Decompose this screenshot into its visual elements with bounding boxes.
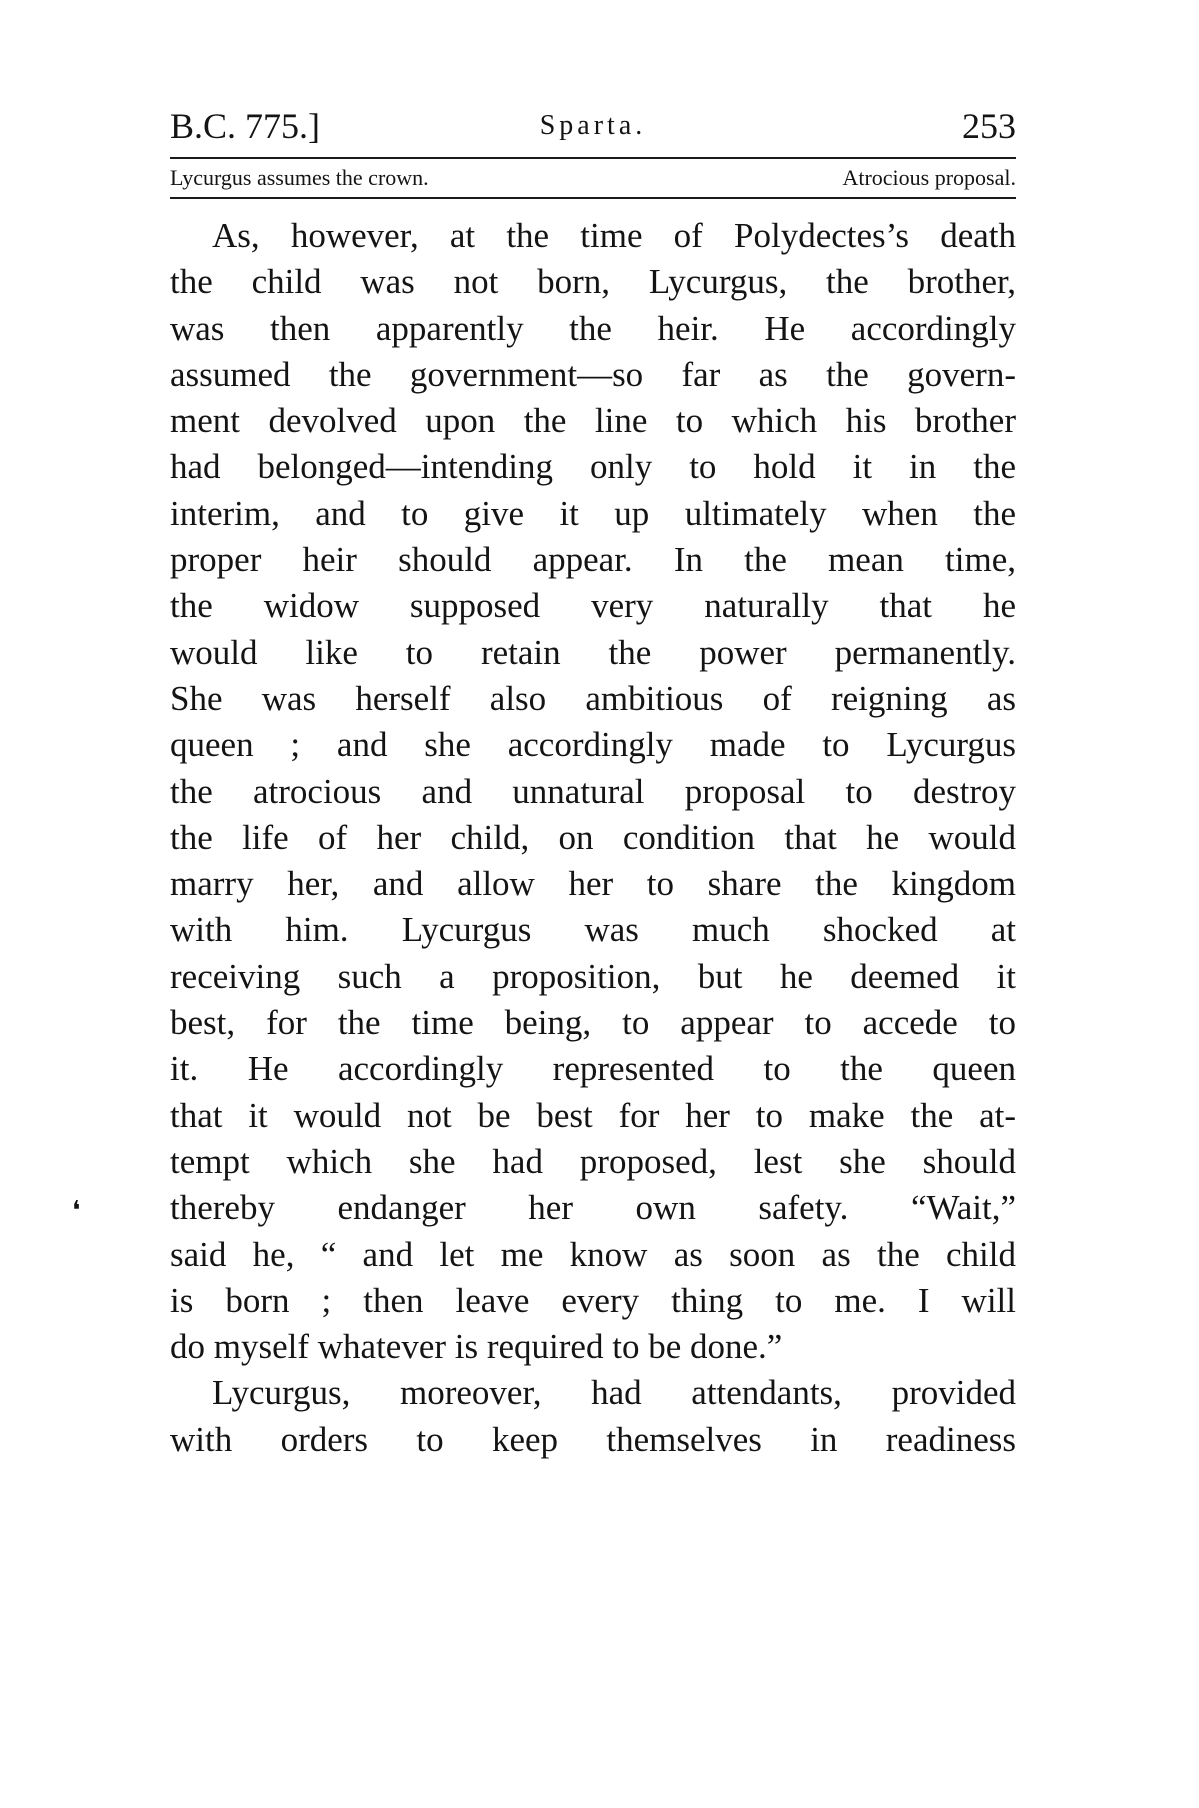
text-line: best, for the time being, to appear to accede to bbox=[170, 1003, 1016, 1043]
text-line: do myself whatever is required to be done.” bbox=[170, 1327, 783, 1367]
book-page bbox=[170, 95, 1016, 1463]
text-line: Lycurgus, moreover, had attendants, provided bbox=[212, 1373, 1016, 1413]
text-line: the child was not born, Lycurgus, the brother, bbox=[170, 262, 1016, 302]
text-line: marry her, and allow her to share the kingdom bbox=[170, 864, 1016, 904]
text-line: the life of her child, on condition that he would bbox=[170, 817, 1016, 857]
text-line: ment devolved upon the line to which his brother bbox=[170, 401, 1016, 441]
header-title: Sparta. bbox=[539, 110, 647, 141]
text-line: the widow supposed very naturally that he bbox=[170, 586, 1016, 626]
subheader-right: Atrocious proposal. bbox=[842, 165, 1016, 190]
header-date: B.C. 775.] bbox=[170, 106, 321, 146]
text-line: said he, “ and let me know as soon as the child bbox=[170, 1234, 1016, 1274]
text-line: was then apparently the heir. He accordingly bbox=[170, 308, 1016, 348]
text-line: would like to retain the power permanently. bbox=[170, 632, 1016, 672]
text-line: is born ; then leave every thing to me. I will bbox=[170, 1280, 1016, 1320]
running-head bbox=[170, 95, 1016, 157]
text-line: proper heir should appear. In the mean time, bbox=[170, 540, 1016, 580]
text-line: the atrocious and unnatural proposal to destroy bbox=[170, 771, 1016, 811]
text-line: with orders to keep themselves in readiness bbox=[170, 1419, 1016, 1459]
text-line: it. He accordingly represented to the queen bbox=[170, 1049, 1016, 1089]
paragraph-2 bbox=[170, 1370, 1016, 1463]
subheader bbox=[170, 161, 1016, 195]
subheader-left: Lycurgus assumes the crown. bbox=[170, 165, 429, 190]
text-line: tempt which she had proposed, lest she should bbox=[170, 1141, 1016, 1181]
text-line: receiving such a proposition, but he deemed it bbox=[170, 956, 1016, 996]
page-number: 253 bbox=[962, 106, 1016, 146]
text-line: had belonged—intending only to hold it in the bbox=[170, 447, 1016, 487]
text-line: thereby endanger her own safety. “Wait,” bbox=[170, 1188, 1016, 1228]
paragraph-1 bbox=[170, 213, 1016, 1370]
text-line: with him. Lycurgus was much shocked at bbox=[170, 910, 1016, 950]
text-line: She was herself also ambitious of reigning as bbox=[170, 678, 1016, 718]
text-line: assumed the government—so far as the govern- bbox=[170, 354, 1016, 394]
header-rule-bottom bbox=[170, 197, 1016, 199]
margin-mark: ❛ bbox=[72, 1196, 81, 1225]
body-text bbox=[170, 213, 1016, 1463]
text-line: As, however, at the time of Polydectes’s death bbox=[212, 216, 1016, 255]
header-rule-top bbox=[170, 157, 1016, 159]
text-line: queen ; and she accordingly made to Lycurgus bbox=[170, 725, 1016, 765]
text-line: that it would not be best for her to make the at- bbox=[170, 1095, 1016, 1135]
text-line: interim, and to give it up ultimately when the bbox=[170, 493, 1016, 533]
